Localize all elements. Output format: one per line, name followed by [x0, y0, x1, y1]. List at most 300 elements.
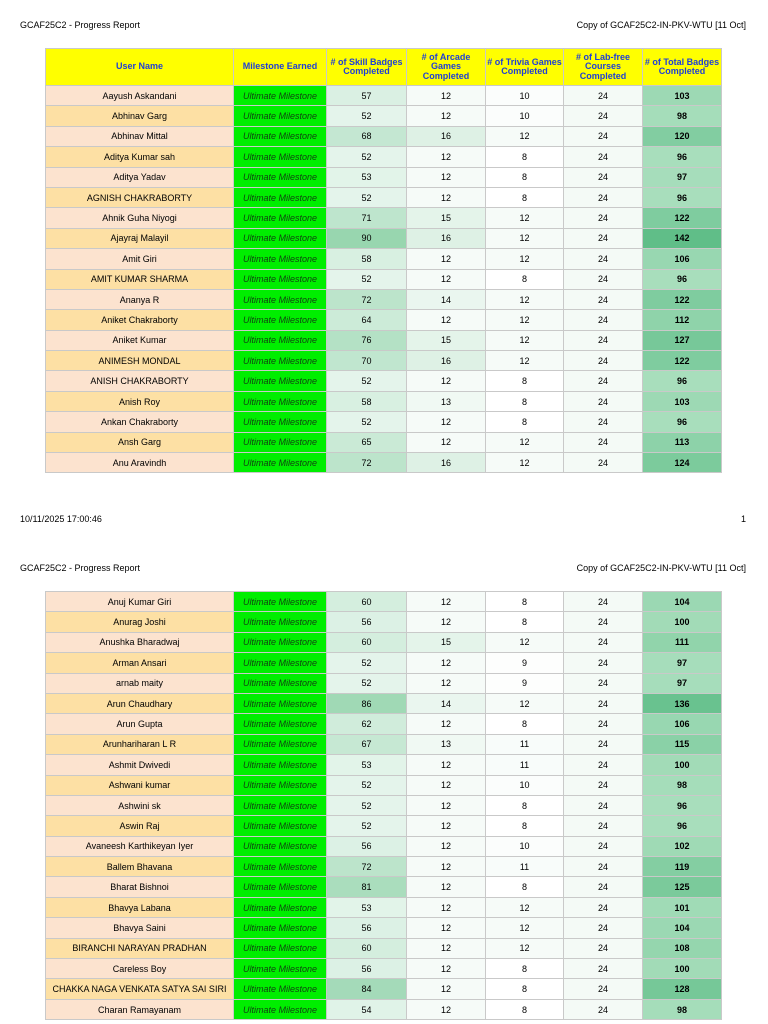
user-name-cell: Aswin Raj — [46, 816, 234, 836]
arcade-games-cell: 12 — [407, 938, 486, 958]
report-title: GCAF25C2 - Progress Report — [20, 20, 141, 30]
milestone-cell: Ultimate Milestone — [234, 714, 327, 734]
report-source: Copy of GCAF25C2-IN-PKV-WTU [11 Oct] — [576, 563, 746, 573]
skill-badges-cell: 84 — [327, 979, 407, 999]
arcade-games-cell: 13 — [407, 734, 486, 754]
total-badges-cell: 120 — [643, 126, 722, 146]
trivia-games-cell: 12 — [486, 228, 564, 248]
user-name-cell: AGNISH CHAKRABORTY — [46, 187, 234, 207]
arcade-games-cell: 12 — [407, 187, 486, 207]
trivia-games-cell: 8 — [486, 391, 564, 411]
lab-free-courses-cell: 24 — [564, 795, 643, 815]
milestone-cell: Ultimate Milestone — [234, 432, 327, 452]
arcade-games-cell: 15 — [407, 330, 486, 350]
arcade-games-cell: 15 — [407, 208, 486, 228]
skill-badges-cell: 60 — [327, 632, 407, 652]
total-badges-cell: 96 — [643, 371, 722, 391]
table-row — [46, 187, 722, 207]
user-name-cell: arnab maity — [46, 673, 234, 693]
arcade-games-cell: 12 — [407, 775, 486, 795]
total-badges-cell: 119 — [643, 857, 722, 877]
milestone-cell: Ultimate Milestone — [234, 857, 327, 877]
table-body-page-2 — [46, 592, 722, 1020]
skill-badges-cell: 53 — [327, 167, 407, 187]
lab-free-courses-cell: 24 — [564, 979, 643, 999]
lab-free-courses-cell: 24 — [564, 167, 643, 187]
skill-badges-cell: 90 — [327, 228, 407, 248]
skill-badges-cell: 58 — [327, 391, 407, 411]
page-1-header — [20, 20, 746, 31]
skill-badges-cell: 52 — [327, 371, 407, 391]
total-badges-cell: 106 — [643, 714, 722, 734]
user-name-cell: Arun Chaudhary — [46, 693, 234, 713]
arcade-games-cell: 12 — [407, 167, 486, 187]
trivia-games-cell: 12 — [486, 897, 564, 917]
lab-free-courses-cell: 24 — [564, 126, 643, 146]
arcade-games-cell: 12 — [407, 816, 486, 836]
total-badges-cell: 108 — [643, 938, 722, 958]
table-row — [46, 775, 722, 795]
arcade-games-cell: 12 — [407, 673, 486, 693]
lab-free-courses-cell: 24 — [564, 412, 643, 432]
milestone-cell: Ultimate Milestone — [234, 877, 327, 897]
user-name-cell: Ashmit Dwivedi — [46, 755, 234, 775]
milestone-cell: Ultimate Milestone — [234, 391, 327, 411]
skill-badges-cell: 52 — [327, 673, 407, 693]
user-name-cell: AMIT KUMAR SHARMA — [46, 269, 234, 289]
table-row — [46, 999, 722, 1019]
user-name-cell: Aditya Yadav — [46, 167, 234, 187]
skill-badges-cell: 81 — [327, 877, 407, 897]
table-row — [46, 249, 722, 269]
arcade-games-cell: 16 — [407, 351, 486, 371]
total-badges-cell: 122 — [643, 351, 722, 371]
column-header-trivia-games: # of Trivia Games Completed — [486, 49, 564, 86]
table-row — [46, 693, 722, 713]
trivia-games-cell: 8 — [486, 877, 564, 897]
user-name-cell: CHAKKA NAGA VENKATA SATYA SAI SIRI — [46, 979, 234, 999]
total-badges-cell: 111 — [643, 632, 722, 652]
milestone-cell: Ultimate Milestone — [234, 351, 327, 371]
arcade-games-cell: 16 — [407, 126, 486, 146]
page-1-footer — [20, 514, 746, 525]
user-name-cell: Bharat Bishnoi — [46, 877, 234, 897]
skill-badges-cell: 71 — [327, 208, 407, 228]
skill-badges-cell: 65 — [327, 432, 407, 452]
lab-free-courses-cell: 24 — [564, 249, 643, 269]
milestone-cell: Ultimate Milestone — [234, 310, 327, 330]
total-badges-cell: 100 — [643, 959, 722, 979]
lab-free-courses-cell: 24 — [564, 816, 643, 836]
total-badges-cell: 96 — [643, 795, 722, 815]
trivia-games-cell: 12 — [486, 310, 564, 330]
trivia-games-cell: 8 — [486, 816, 564, 836]
arcade-games-cell: 12 — [407, 857, 486, 877]
user-name-cell: Ankan Chakraborty — [46, 412, 234, 432]
table-row — [46, 289, 722, 309]
skill-badges-cell: 60 — [327, 938, 407, 958]
trivia-games-cell: 12 — [486, 289, 564, 309]
lab-free-courses-cell: 24 — [564, 734, 643, 754]
milestone-cell: Ultimate Milestone — [234, 592, 327, 612]
progress-table-page-1 — [45, 48, 722, 473]
skill-badges-cell: 56 — [327, 612, 407, 632]
trivia-games-cell: 12 — [486, 693, 564, 713]
trivia-games-cell: 9 — [486, 673, 564, 693]
skill-badges-cell: 64 — [327, 310, 407, 330]
milestone-cell: Ultimate Milestone — [234, 289, 327, 309]
lab-free-courses-cell: 24 — [564, 693, 643, 713]
table-row — [46, 228, 722, 248]
arcade-games-cell: 12 — [407, 918, 486, 938]
lab-free-courses-cell: 24 — [564, 330, 643, 350]
arcade-games-cell: 12 — [407, 269, 486, 289]
table-row — [46, 734, 722, 754]
user-name-cell: Arunhariharan L R — [46, 734, 234, 754]
milestone-cell: Ultimate Milestone — [234, 653, 327, 673]
total-badges-cell: 96 — [643, 816, 722, 836]
milestone-cell: Ultimate Milestone — [234, 999, 327, 1019]
trivia-games-cell: 10 — [486, 106, 564, 126]
skill-badges-cell: 67 — [327, 734, 407, 754]
arcade-games-cell: 12 — [407, 106, 486, 126]
milestone-cell: Ultimate Milestone — [234, 918, 327, 938]
arcade-games-cell: 12 — [407, 147, 486, 167]
milestone-cell: Ultimate Milestone — [234, 187, 327, 207]
trivia-games-cell: 11 — [486, 734, 564, 754]
arcade-games-cell: 12 — [407, 412, 486, 432]
table-row — [46, 432, 722, 452]
arcade-games-cell: 12 — [407, 979, 486, 999]
skill-badges-cell: 52 — [327, 816, 407, 836]
total-badges-cell: 122 — [643, 208, 722, 228]
user-name-cell: Amit Giri — [46, 249, 234, 269]
user-name-cell: Aniket Kumar — [46, 330, 234, 350]
total-badges-cell: 96 — [643, 269, 722, 289]
milestone-cell: Ultimate Milestone — [234, 269, 327, 289]
skill-badges-cell: 52 — [327, 795, 407, 815]
trivia-games-cell: 8 — [486, 959, 564, 979]
milestone-cell: Ultimate Milestone — [234, 836, 327, 856]
skill-badges-cell: 52 — [327, 187, 407, 207]
skill-badges-cell: 52 — [327, 775, 407, 795]
table-row — [46, 632, 722, 652]
user-name-cell: Ansh Garg — [46, 432, 234, 452]
trivia-games-cell: 8 — [486, 167, 564, 187]
lab-free-courses-cell: 24 — [564, 857, 643, 877]
total-badges-cell: 101 — [643, 897, 722, 917]
report-source: Copy of GCAF25C2-IN-PKV-WTU [11 Oct] — [576, 20, 746, 30]
lab-free-courses-cell: 24 — [564, 775, 643, 795]
print-timestamp: 10/11/2025 17:00:46 — [20, 514, 102, 524]
total-badges-cell: 136 — [643, 693, 722, 713]
trivia-games-cell: 8 — [486, 371, 564, 391]
lab-free-courses-cell: 24 — [564, 592, 643, 612]
table-row — [46, 857, 722, 877]
trivia-games-cell: 12 — [486, 351, 564, 371]
table-row — [46, 959, 722, 979]
table-row — [46, 453, 722, 473]
skill-badges-cell: 52 — [327, 412, 407, 432]
lab-free-courses-cell: 24 — [564, 391, 643, 411]
total-badges-cell: 98 — [643, 106, 722, 126]
arcade-games-cell: 12 — [407, 959, 486, 979]
milestone-cell: Ultimate Milestone — [234, 86, 327, 106]
arcade-games-cell: 12 — [407, 249, 486, 269]
lab-free-courses-cell: 24 — [564, 714, 643, 734]
lab-free-courses-cell: 24 — [564, 269, 643, 289]
trivia-games-cell: 8 — [486, 412, 564, 432]
lab-free-courses-cell: 24 — [564, 371, 643, 391]
user-name-cell: Ashwani kumar — [46, 775, 234, 795]
total-badges-cell: 103 — [643, 391, 722, 411]
table-row — [46, 351, 722, 371]
milestone-cell: Ultimate Milestone — [234, 897, 327, 917]
milestone-cell: Ultimate Milestone — [234, 208, 327, 228]
total-badges-cell: 142 — [643, 228, 722, 248]
skill-badges-cell: 52 — [327, 269, 407, 289]
skill-badges-cell: 76 — [327, 330, 407, 350]
progress-table-page-2 — [45, 591, 722, 1020]
user-name-cell: ANIMESH MONDAL — [46, 351, 234, 371]
skill-badges-cell: 56 — [327, 836, 407, 856]
arcade-games-cell: 14 — [407, 693, 486, 713]
lab-free-courses-cell: 24 — [564, 632, 643, 652]
page-number: 1 — [740, 514, 746, 524]
user-name-cell: Anuj Kumar Giri — [46, 592, 234, 612]
skill-badges-cell: 53 — [327, 755, 407, 775]
milestone-cell: Ultimate Milestone — [234, 330, 327, 350]
arcade-games-cell: 12 — [407, 877, 486, 897]
milestone-cell: Ultimate Milestone — [234, 795, 327, 815]
total-badges-cell: 98 — [643, 775, 722, 795]
lab-free-courses-cell: 24 — [564, 755, 643, 775]
skill-badges-cell: 70 — [327, 351, 407, 371]
lab-free-courses-cell: 24 — [564, 432, 643, 452]
lab-free-courses-cell: 24 — [564, 86, 643, 106]
total-badges-cell: 96 — [643, 412, 722, 432]
user-name-cell: ANISH CHAKRABORTY — [46, 371, 234, 391]
milestone-cell: Ultimate Milestone — [234, 755, 327, 775]
milestone-cell: Ultimate Milestone — [234, 673, 327, 693]
arcade-games-cell: 12 — [407, 86, 486, 106]
total-badges-cell: 104 — [643, 918, 722, 938]
trivia-games-cell: 12 — [486, 938, 564, 958]
skill-badges-cell: 56 — [327, 959, 407, 979]
arcade-games-cell: 14 — [407, 289, 486, 309]
skill-badges-cell: 68 — [327, 126, 407, 146]
user-name-cell: Ballem Bhavana — [46, 857, 234, 877]
arcade-games-cell: 13 — [407, 391, 486, 411]
lab-free-courses-cell: 24 — [564, 106, 643, 126]
total-badges-cell: 104 — [643, 592, 722, 612]
skill-badges-cell: 58 — [327, 249, 407, 269]
trivia-games-cell: 8 — [486, 795, 564, 815]
lab-free-courses-cell: 24 — [564, 673, 643, 693]
total-badges-cell: 122 — [643, 289, 722, 309]
user-name-cell: Bhavya Saini — [46, 918, 234, 938]
skill-badges-cell: 72 — [327, 857, 407, 877]
lab-free-courses-cell: 24 — [564, 897, 643, 917]
lab-free-courses-cell: 24 — [564, 612, 643, 632]
table-row — [46, 816, 722, 836]
trivia-games-cell: 11 — [486, 857, 564, 877]
trivia-games-cell: 12 — [486, 432, 564, 452]
table-row — [46, 714, 722, 734]
milestone-cell: Ultimate Milestone — [234, 979, 327, 999]
arcade-games-cell: 12 — [407, 592, 486, 612]
milestone-cell: Ultimate Milestone — [234, 126, 327, 146]
arcade-games-cell: 12 — [407, 795, 486, 815]
trivia-games-cell: 10 — [486, 836, 564, 856]
table-row — [46, 836, 722, 856]
trivia-games-cell: 8 — [486, 592, 564, 612]
total-badges-cell: 124 — [643, 453, 722, 473]
total-badges-cell: 125 — [643, 877, 722, 897]
table-row — [46, 795, 722, 815]
skill-badges-cell: 72 — [327, 453, 407, 473]
milestone-cell: Ultimate Milestone — [234, 612, 327, 632]
milestone-cell: Ultimate Milestone — [234, 249, 327, 269]
user-name-cell: Ashwini sk — [46, 795, 234, 815]
user-name-cell: Bhavya Labana — [46, 897, 234, 917]
milestone-cell: Ultimate Milestone — [234, 228, 327, 248]
arcade-games-cell: 15 — [407, 632, 486, 652]
trivia-games-cell: 12 — [486, 918, 564, 938]
user-name-cell: Ananya R — [46, 289, 234, 309]
trivia-games-cell: 11 — [486, 755, 564, 775]
total-badges-cell: 97 — [643, 653, 722, 673]
table-row — [46, 126, 722, 146]
column-header-total-badges: # of Total Badges Completed — [643, 49, 722, 86]
milestone-cell: Ultimate Milestone — [234, 453, 327, 473]
lab-free-courses-cell: 24 — [564, 351, 643, 371]
arcade-games-cell: 16 — [407, 453, 486, 473]
user-name-cell: BIRANCHI NARAYAN PRADHAN — [46, 938, 234, 958]
skill-badges-cell: 53 — [327, 897, 407, 917]
trivia-games-cell: 12 — [486, 249, 564, 269]
skill-badges-cell: 56 — [327, 918, 407, 938]
arcade-games-cell: 12 — [407, 897, 486, 917]
total-badges-cell: 98 — [643, 999, 722, 1019]
total-badges-cell: 128 — [643, 979, 722, 999]
table-row — [46, 755, 722, 775]
column-header-arcade-games: # of Arcade Games Completed — [407, 49, 486, 86]
table-header-row — [46, 49, 722, 86]
trivia-games-cell: 9 — [486, 653, 564, 673]
skill-badges-cell: 52 — [327, 147, 407, 167]
table-row — [46, 673, 722, 693]
column-header-user-name: User Name — [46, 49, 234, 86]
total-badges-cell: 103 — [643, 86, 722, 106]
user-name-cell: Anushka Bharadwaj — [46, 632, 234, 652]
trivia-games-cell: 10 — [486, 775, 564, 795]
trivia-games-cell: 8 — [486, 979, 564, 999]
milestone-cell: Ultimate Milestone — [234, 693, 327, 713]
trivia-games-cell: 8 — [486, 187, 564, 207]
trivia-games-cell: 12 — [486, 453, 564, 473]
arcade-games-cell: 12 — [407, 432, 486, 452]
skill-badges-cell: 86 — [327, 693, 407, 713]
skill-badges-cell: 52 — [327, 106, 407, 126]
total-badges-cell: 97 — [643, 673, 722, 693]
table-row — [46, 391, 722, 411]
user-name-cell: Aniket Chakraborty — [46, 310, 234, 330]
user-name-cell: Anurag Joshi — [46, 612, 234, 632]
skill-badges-cell: 60 — [327, 592, 407, 612]
milestone-cell: Ultimate Milestone — [234, 412, 327, 432]
arcade-games-cell: 12 — [407, 999, 486, 1019]
lab-free-courses-cell: 24 — [564, 918, 643, 938]
user-name-cell: Avaneesh Karthikeyan Iyer — [46, 836, 234, 856]
table-row — [46, 167, 722, 187]
skill-badges-cell: 57 — [327, 86, 407, 106]
trivia-games-cell: 8 — [486, 999, 564, 1019]
trivia-games-cell: 8 — [486, 269, 564, 289]
lab-free-courses-cell: 24 — [564, 310, 643, 330]
total-badges-cell: 112 — [643, 310, 722, 330]
report-title: GCAF25C2 - Progress Report — [20, 563, 141, 573]
trivia-games-cell: 8 — [486, 714, 564, 734]
lab-free-courses-cell: 24 — [564, 653, 643, 673]
table-row — [46, 979, 722, 999]
skill-badges-cell: 52 — [327, 653, 407, 673]
table-body-page-1 — [46, 86, 722, 473]
table-row — [46, 106, 722, 126]
trivia-games-cell: 8 — [486, 147, 564, 167]
lab-free-courses-cell: 24 — [564, 836, 643, 856]
table-row — [46, 330, 722, 350]
milestone-cell: Ultimate Milestone — [234, 147, 327, 167]
total-badges-cell: 106 — [643, 249, 722, 269]
arcade-games-cell: 12 — [407, 836, 486, 856]
trivia-games-cell: 12 — [486, 632, 564, 652]
milestone-cell: Ultimate Milestone — [234, 938, 327, 958]
lab-free-courses-cell: 24 — [564, 877, 643, 897]
column-header-milestone: Milestone Earned — [234, 49, 327, 86]
user-name-cell: Arman Ansari — [46, 653, 234, 673]
milestone-cell: Ultimate Milestone — [234, 734, 327, 754]
table-row — [46, 269, 722, 289]
table-row — [46, 310, 722, 330]
column-header-lab-free-courses: # of Lab-free Courses Completed — [564, 49, 643, 86]
arcade-games-cell: 12 — [407, 310, 486, 330]
arcade-games-cell: 12 — [407, 371, 486, 391]
table-row — [46, 147, 722, 167]
trivia-games-cell: 12 — [486, 126, 564, 146]
milestone-cell: Ultimate Milestone — [234, 167, 327, 187]
skill-badges-cell: 54 — [327, 999, 407, 1019]
total-badges-cell: 102 — [643, 836, 722, 856]
trivia-games-cell: 10 — [486, 86, 564, 106]
table-row — [46, 938, 722, 958]
table-row — [46, 86, 722, 106]
lab-free-courses-cell: 24 — [564, 959, 643, 979]
user-name-cell: Arun Gupta — [46, 714, 234, 734]
skill-badges-cell: 62 — [327, 714, 407, 734]
trivia-games-cell: 8 — [486, 612, 564, 632]
table-row — [46, 371, 722, 391]
lab-free-courses-cell: 24 — [564, 453, 643, 473]
table-row — [46, 612, 722, 632]
arcade-games-cell: 12 — [407, 714, 486, 734]
lab-free-courses-cell: 24 — [564, 147, 643, 167]
user-name-cell: Charan Ramayanam — [46, 999, 234, 1019]
table-row — [46, 653, 722, 673]
total-badges-cell: 96 — [643, 187, 722, 207]
table-row — [46, 208, 722, 228]
table-row — [46, 877, 722, 897]
